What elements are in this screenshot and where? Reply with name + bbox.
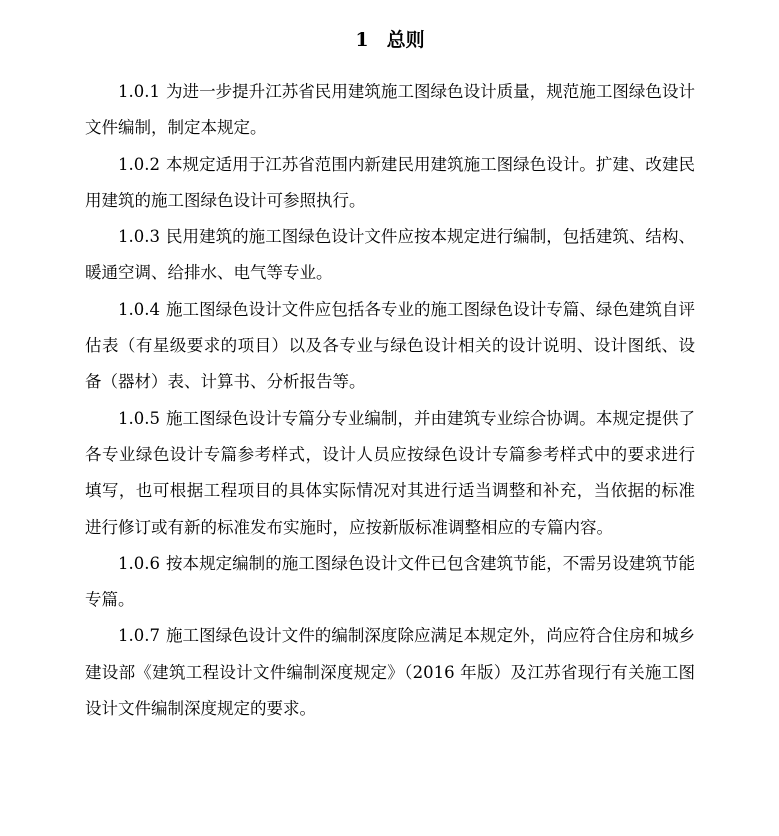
clause-1-0-3 — [85, 219, 695, 292]
clause-1-0-1 — [85, 74, 695, 147]
clause-number: 1.0.6 — [118, 553, 160, 573]
clause-text: 施工图绿色设计文件的编制深度除应满足本规定外，尚应符合住房和城乡建设部《建筑工程设计文件编制深度规定》（2016 年版）及江苏省现行有关施工图设计文件编制深度规定的要求。 — [85, 626, 695, 719]
clause-number: 1.0.3 — [118, 227, 160, 247]
clause-text: 施工图绿色设计专篇分专业编制，并由建筑专业综合协调。本规定提供了各专业绿色设计专篇参考样式，设计人员应按绿色设计专篇参考样式中的要求进行填写，也可根据工程项目的具体实际情况对其进行适当调整和补充，当依据的标准进行修订或有新的标准发布实施时，应按新版标准调整相应的专篇内容。 — [85, 408, 695, 537]
clause-number: 1.0.5 — [118, 408, 160, 428]
clause-text: 本规定适用于江苏省范围内新建民用建筑施工图绿色设计。扩建、改建民用建筑的施工图绿色设计可参照执行。 — [85, 154, 695, 210]
chapter-title-text: 总则 — [386, 29, 425, 51]
clause-1-0-4 — [85, 292, 695, 401]
clause-number: 1.0.4 — [118, 299, 160, 319]
clause-number: 1.0.7 — [118, 626, 160, 646]
clause-text: 民用建筑的施工图绿色设计文件应按本规定进行编制，包括建筑、结构、暖通空调、给排水、电气等专业。 — [85, 227, 695, 283]
clause-text: 按本规定编制的施工图绿色设计文件已包含建筑节能，不需另设建筑节能专篇。 — [85, 553, 695, 610]
clause-1-0-2 — [85, 147, 695, 220]
clause-number: 1.0.2 — [118, 154, 160, 174]
chapter-title — [85, 22, 695, 58]
clause-1-0-6 — [85, 546, 695, 619]
clause-number: 1.0.1 — [118, 82, 160, 101]
clause-1-0-7 — [85, 618, 695, 727]
clause-text: 施工图绿色设计文件应包括各专业的施工图绿色设计专篇、绿色建筑自评估表（有星级要求的项目）以及各专业与绿色设计相关的设计说明、设计图纸、设备（器材）表、计算书、分析报告等。 — [85, 299, 695, 392]
document-page — [85, 22, 695, 727]
chapter-number: 1 — [355, 29, 369, 51]
clause-1-0-5 — [85, 401, 695, 546]
clause-text: 为进一步提升江苏省民用建筑施工图绿色设计质量，规范施工图绿色设计文件编制，制定本规定。 — [85, 82, 695, 138]
